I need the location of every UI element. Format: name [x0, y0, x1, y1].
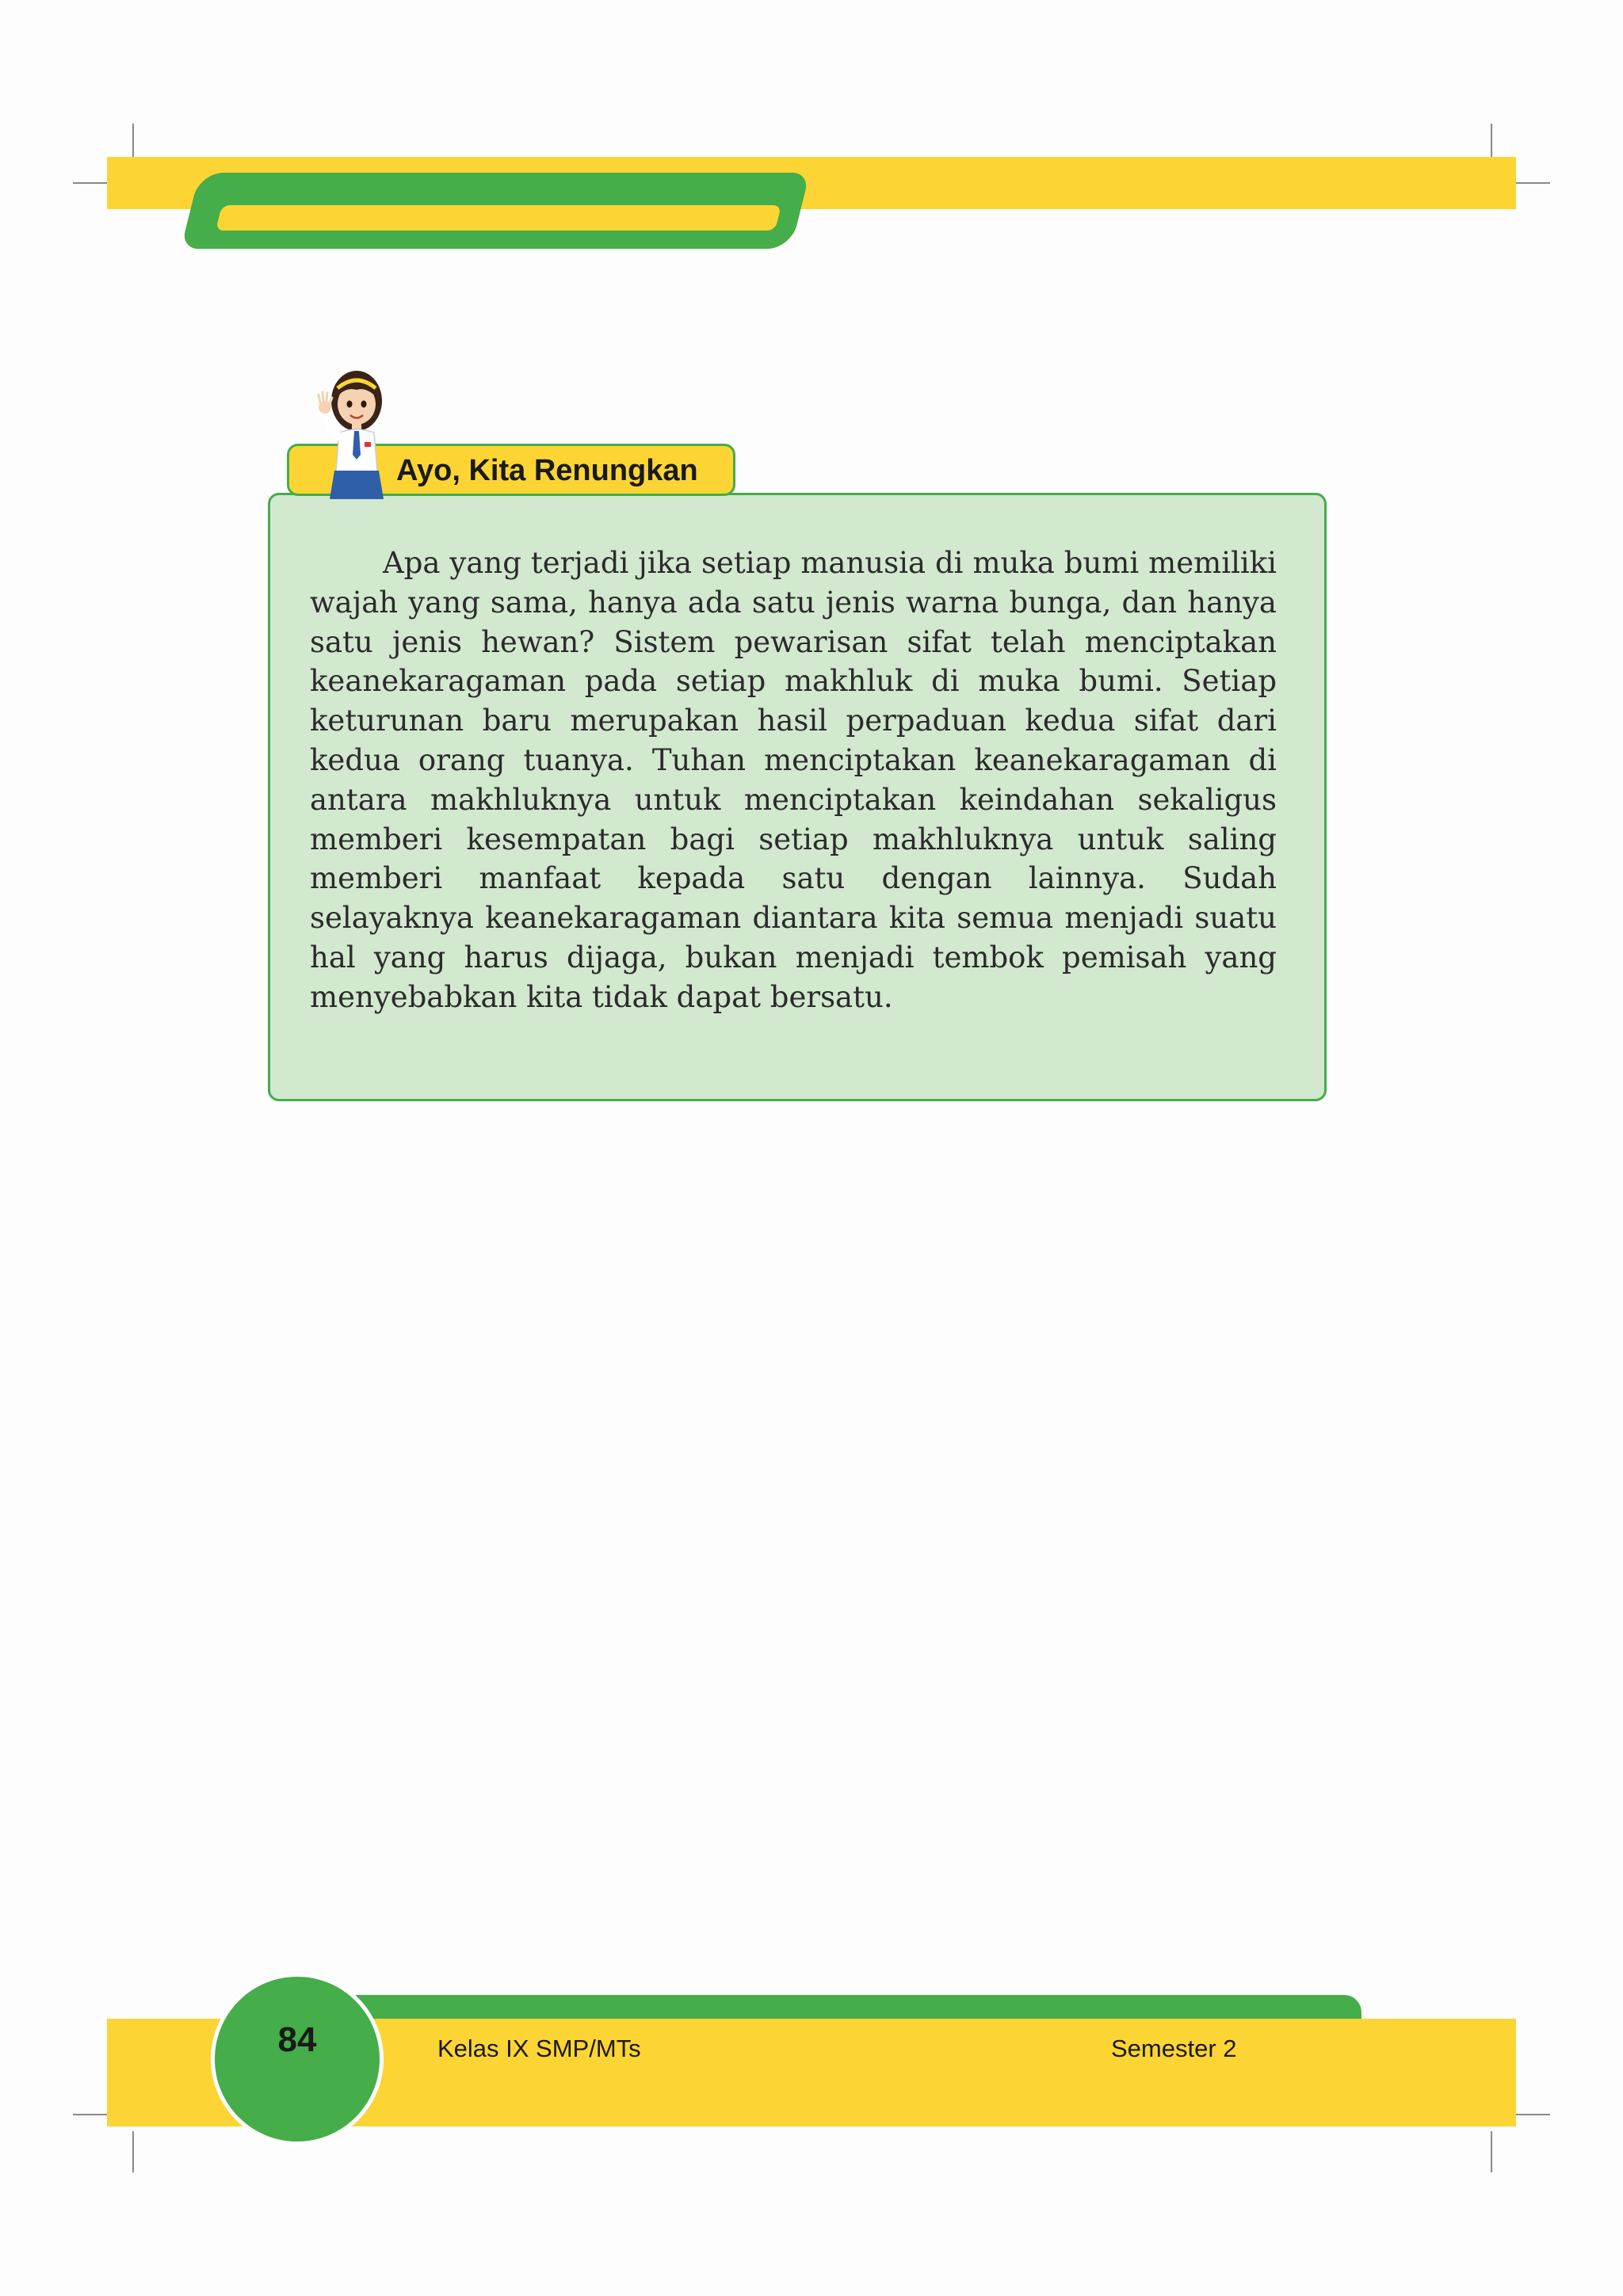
reflection-body: Apa yang terjadi jika setiap manusia di muka bumi memiliki wajah yang sama, hanya ada satu jenis warna bunga, dan hanya satu jenis hewan? Sistem pewarisan sifat telah menciptakan keanekaragaman pada setiap makhluk di muka bumi. Setiap keturunan baru merupakan hasil perpaduan kedua sifat dari kedua orang tuanya. Tuhan menciptakan keanekaragaman di antara makhluknya untuk menciptakan keindahan sekaligus memberi kesempatan bagi setiap makhluknya untuk saling memberi manfaat kepada satu dengan lainnya. Sudah selayaknya keanekaragaman diantara kita semua menjadi suatu hal yang harus dijaga, bukan menjadi tembok pemisah yang menyebabkan kita tidak dapat bersatu. — [310, 546, 1277, 1014]
crop-mark — [1491, 2131, 1492, 2172]
footer-book-title: Kelas IX SMP/MTs — [437, 2035, 641, 2062]
crop-mark — [132, 2131, 134, 2172]
page-number: 84 — [277, 2020, 317, 2059]
footer-semester: Semester 2 — [1111, 2035, 1237, 2062]
header-tab-inner — [216, 205, 781, 231]
student-girl-waving-icon — [307, 366, 396, 499]
reflection-title: Ayo, Kita Renungkan — [396, 454, 698, 487]
